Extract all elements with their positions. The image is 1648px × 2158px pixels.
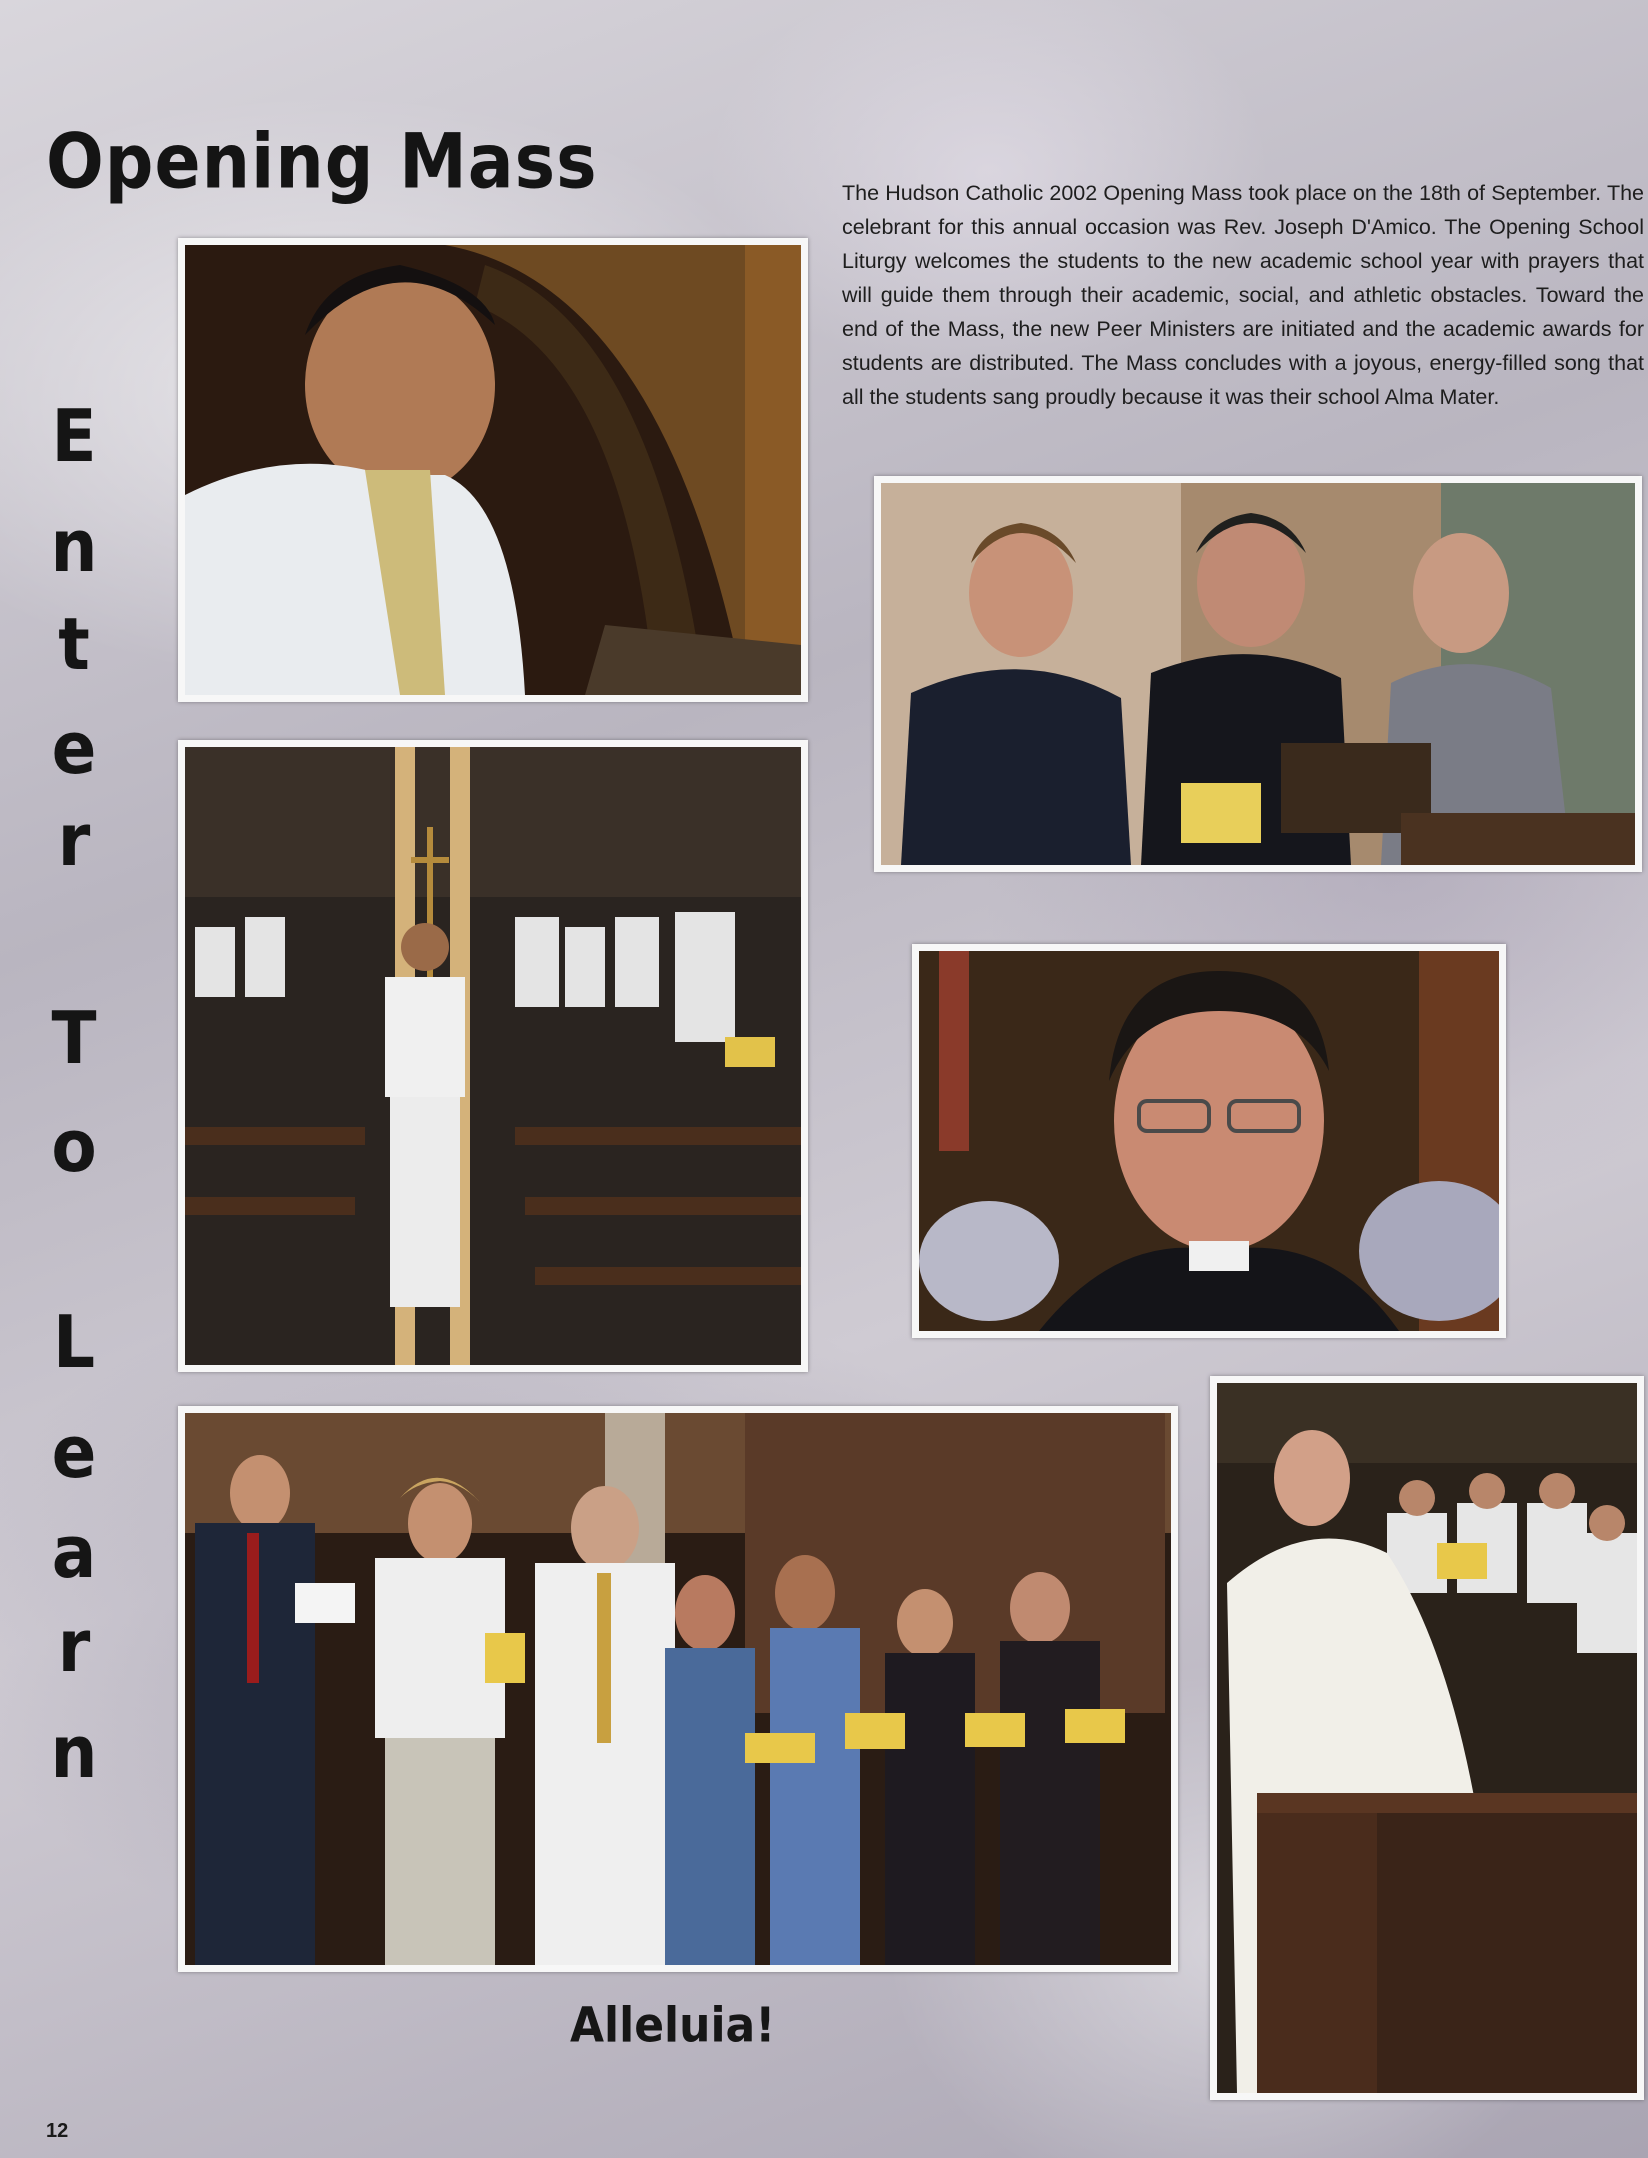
photo-priest-blessing	[1210, 1376, 1644, 2100]
vertical-letter: r	[57, 798, 91, 883]
vertical-letter: L	[52, 1300, 96, 1385]
vertical-letter: r	[57, 1604, 91, 1689]
intro-paragraph: The Hudson Catholic 2002 Opening Mass took place on the 18th of September. The celebrant for this annual occasion was Rev. Joseph D'Amico. The Opening School Liturgy welcomes the students to the new academic school year with prayers that will guide them through their academic, social, and athletic obstacles. Toward the end of the Mass, the new Peer Ministers are initiated and the academic awards for students are distributed. The Mass concludes with a joyous, energy-filled song that all the students sang proudly because it was their school Alma Mater.	[842, 181, 1644, 409]
photo-choir-singing	[178, 1406, 1178, 1972]
photo-student-lectern	[178, 238, 808, 702]
photo-celebrant-portrait	[912, 944, 1506, 1338]
photo-three-readers	[874, 476, 1642, 872]
vertical-letter: T	[51, 996, 97, 1081]
vertical-letter: e	[51, 1410, 97, 1495]
photo-procession	[178, 740, 808, 1372]
photo-caption: Alleluia!	[570, 1997, 776, 2054]
vertical-letter: o	[51, 1104, 97, 1189]
vertical-letter: t	[58, 602, 90, 687]
vertical-letter: n	[50, 1710, 98, 1795]
vertical-letter: E	[51, 394, 97, 479]
vertical-letter: n	[50, 504, 98, 589]
page-number: 12	[46, 2120, 69, 2142]
vertical-letter: a	[51, 1510, 97, 1595]
page-title: Opening Mass	[46, 118, 598, 207]
vertical-letter: e	[51, 706, 97, 791]
